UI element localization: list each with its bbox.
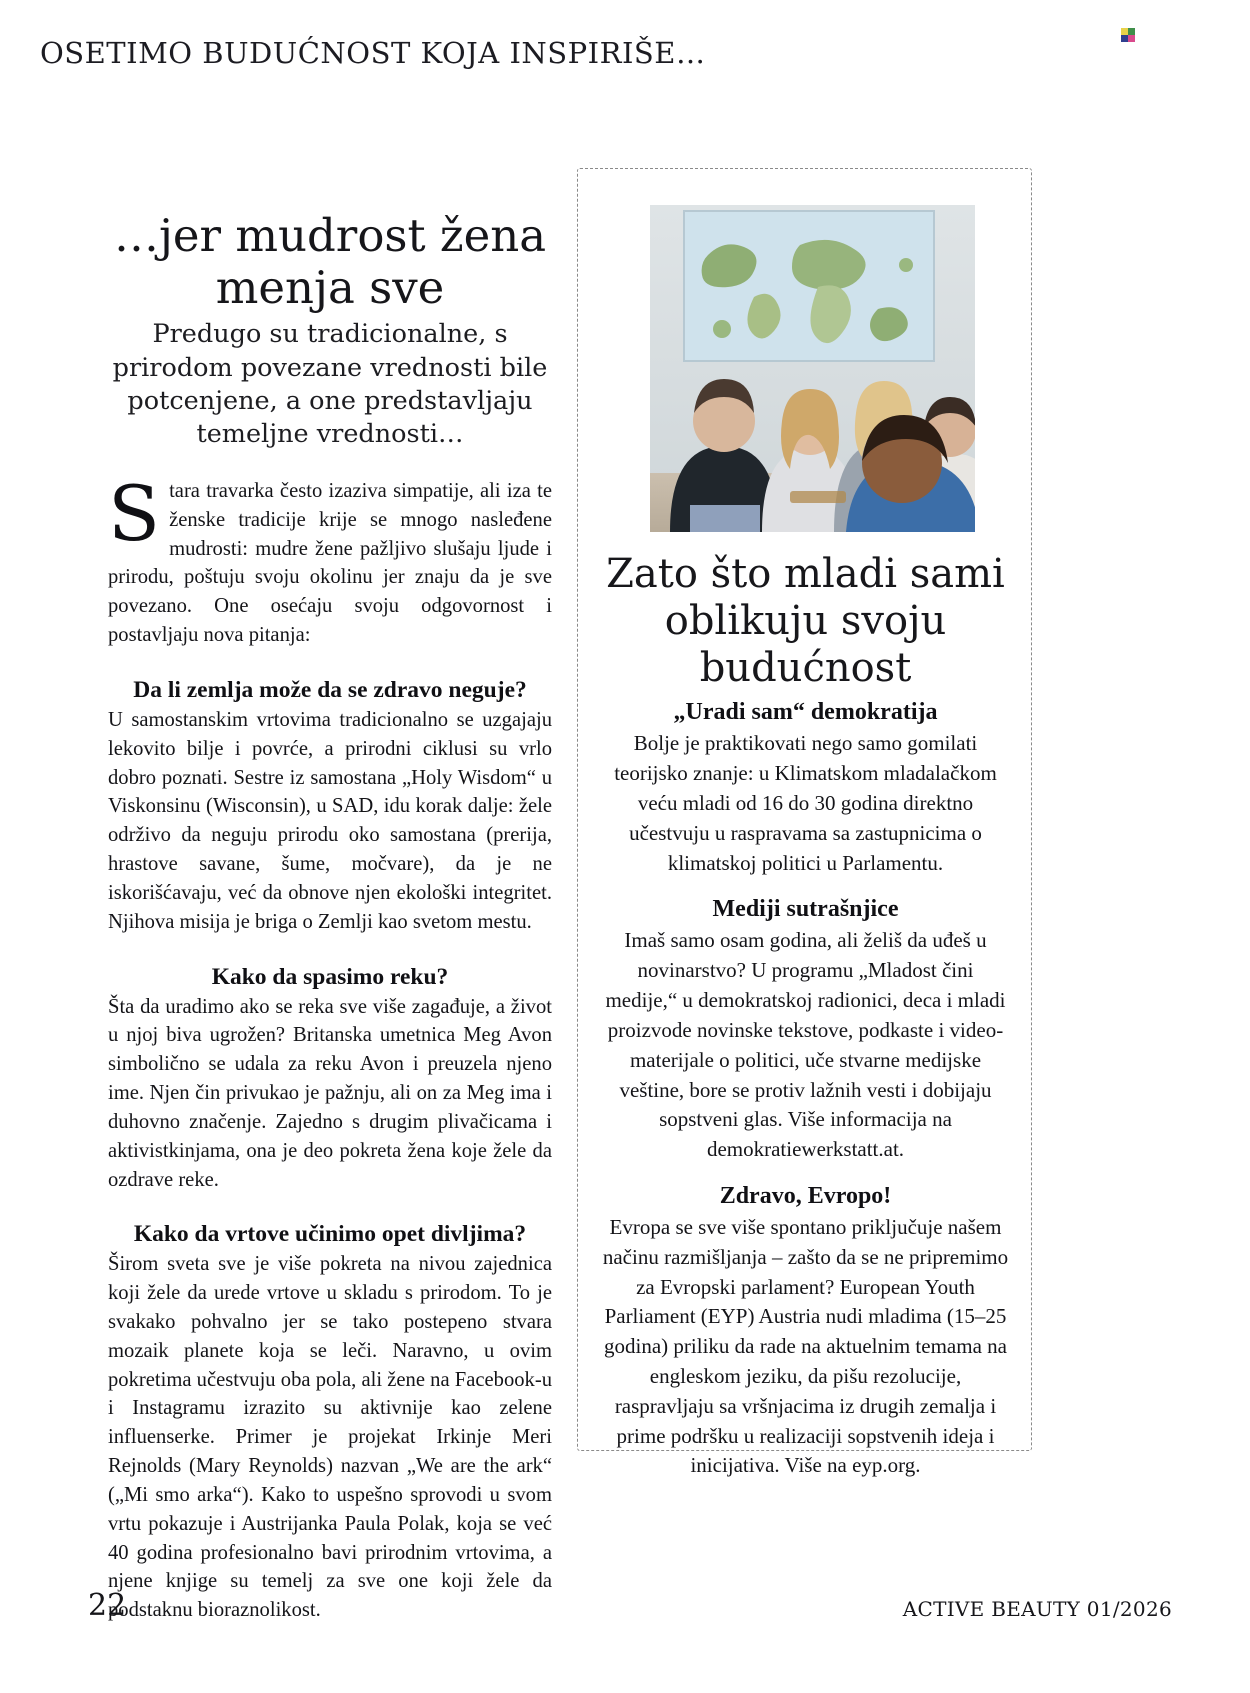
running-head: OSETIMO BUDUĆNOST KOJA INSPIRIŠE… xyxy=(40,36,706,70)
sidebar-heading-2: Mediji sutrašnjice xyxy=(712,896,899,923)
swatch-cell-2 xyxy=(1128,28,1135,35)
section-heading-3: Kako da vrtove učinimo opet divljima? xyxy=(133,1221,527,1248)
lede-text: tara travarka često izaziva simpatije, ali iza te ženske tradicije krije se mnogo nasleđene mudrosti: mudre žene pažljivo slušaju ljude i prirodu, poštuju svoju okolinu jer znaju da je sve povezano. One osećaju svoju odgovornost i postavljaju nova pitanja: xyxy=(108,479,552,647)
sidebar-body-2: Imaš samo osam godina, ali želiš da uđeš u novinarstvo? U programu „Mladost čini medije,“ u demokratskoj radionici, deca i mladi proizvode novinske tekstove, podkaste i video-materijale o politici, uče stvarne medijske veštine, bore se protiv lažnih vesti i dobijaju sopstveni glas. Više informacija na demokratiewerkstatt.at. xyxy=(605,928,1006,1162)
cmyk-registration-mark-icon xyxy=(1121,28,1135,42)
section-body-2: Šta da uradimo ako se reka sve više zagađuje, a život u njoj biva ugrožen? Britanska umetnica Meg Avon simbolično se udala za reku Avon i preuzela njeno ime. Njen čin privukao je pažnju, ali on za Meg ima i duhovno značenje. Zajedno s drugim plivačicama i aktivistkinjama, ona je deo pokreta žena koje žele da ozdrave reke. xyxy=(108,995,552,1191)
photo-illustration xyxy=(650,205,975,532)
sidebar-body-1: Bolje je praktikovati nego samo gomilati teorijsko znanje: u Klimatskom mladalačkom veću mladi od 16 do 30 godina direktno učestvuju u raspravama sa zastupnicima o klimatskoj politici u Parlamentu. xyxy=(614,731,997,875)
sidebar-heading-3: Zdravo, Evropo! xyxy=(719,1182,892,1209)
section-body-3: Širom sveta sve je više pokreta na nivou zajednica koji žele da urede vrtove u skladu s prirodom. To je svakako pohvalno jer se tako postepeno stvara mozaik planete koja se leči. Naravno, u ovim pokretima učestvuju oba pola, ali žene na Facebook-u i Instagramu izrazito su aktivnije kao zelene influenserke. Primer je projekat Irkinje Meri Rejnolds (Mary Reynolds) nazvan „We are the ark“ („Mi smo arka“). Kako to uspešno sprovodi u svom vrtu pokazuje i Austrijanka Paula Polak, koja se već 40 godina profesionalno bavi prirodnim vrtovima, a njene knjige su temelj za sve one koji žele da podstaknu bioraznolikost. xyxy=(108,1253,552,1622)
section-heading-2: Kako da spasimo reku? xyxy=(211,963,449,990)
article-headline: …jer mudrost žena menja sve xyxy=(113,209,547,315)
swatch-cell-3 xyxy=(1121,35,1128,42)
drop-cap: S xyxy=(108,468,161,558)
sidebar-panel xyxy=(577,168,1032,1478)
lede-paragraph xyxy=(108,468,552,650)
sidebar-body-3: Evropa se sve više spontano priključuje našem načinu razmišljanja – zašto da se ne pripremimo za Evropski parlament? European Youth Parliament (EYP) Austria nudi mladima (15–25 godina) priliku da rade na aktuelnim temama na engleskom jeziku, da pišu rezolucije, raspravljaju sa vršnjacima iz drugih zemalja i prime podršku u realizaciji sopstvenih ideja i inicijativa. Više na eyp.org. xyxy=(602,1214,1009,1478)
sidebar-headline: Zato što mladi sami oblikuju svoju budućnost xyxy=(606,551,1005,691)
left-article-column xyxy=(108,210,552,1625)
article-standfirst: Predugo su tradicionalne, s prirodom povezane vrednosti bile potcenjene, a one predstavljaju temeljne vrednosti… xyxy=(112,319,548,449)
section-body-1: U samostanskim vrtovima tradicionalno se uzgajaju lekovito bilje i povrće, a prirodni ciklusi su vrlo dobro poznati. Sestre iz samostana „Holy Wisdom“ u Viskonsinu (Wisconsin), u SAD, idu korak dalje: žele održivo da neguju prirodu oko samostana (prerija, hrastove savane, šume, močvare), da je ne iskorišćavaju, već da obnove njen ekološki integritet. Njihova misija je briga o Zemlji kao svetom mestu. xyxy=(108,708,552,933)
issue-footer: ACTIVE BEAUTY 01/2026 xyxy=(902,1597,1172,1621)
page-number: 22 xyxy=(88,1588,127,1623)
swatch-cell-4 xyxy=(1128,35,1135,42)
swatch-cell-1 xyxy=(1121,28,1128,35)
sidebar-heading-1: „Uradi sam“ demokratija xyxy=(673,699,938,726)
section-heading-1: Da li zemlja može da se zdravo neguje? xyxy=(133,676,527,703)
sidebar-content xyxy=(600,551,1011,1481)
sidebar-photo xyxy=(650,205,975,532)
